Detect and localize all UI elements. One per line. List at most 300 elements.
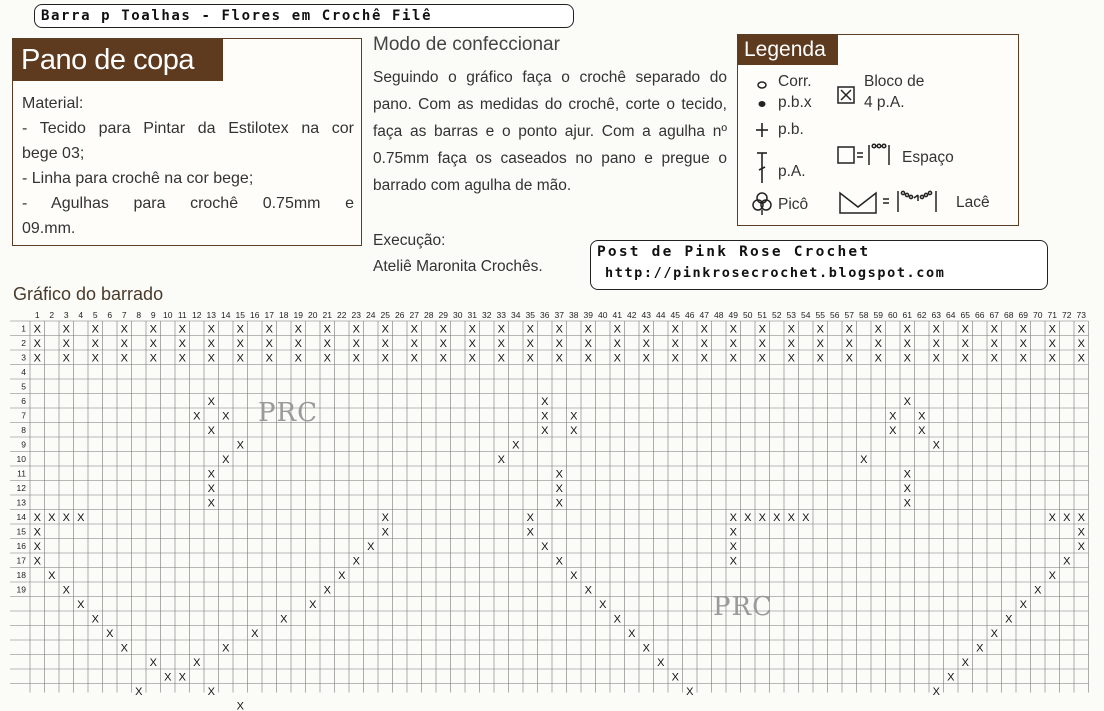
column-number: 43 bbox=[641, 310, 651, 320]
filled-block: X bbox=[874, 338, 882, 350]
filled-block: X bbox=[280, 613, 288, 626]
filled-block: X bbox=[120, 323, 128, 336]
filled-block: X bbox=[236, 700, 244, 711]
filled-block: X bbox=[903, 483, 911, 495]
filled-block: X bbox=[62, 338, 70, 350]
execution-value: Ateliê Maronita Crochês. bbox=[373, 258, 543, 275]
column-number: 14 bbox=[221, 310, 231, 320]
column-number: 70 bbox=[1033, 310, 1043, 320]
column-number: 5 bbox=[92, 310, 98, 320]
material-line: Material: bbox=[22, 95, 84, 112]
filled-block: X bbox=[381, 323, 389, 336]
credit-url[interactable]: http://pinkrosecrochet.blogspot.com bbox=[605, 265, 946, 281]
column-number: 36 bbox=[540, 310, 550, 320]
column-number: 52 bbox=[772, 310, 782, 320]
filled-block: X bbox=[889, 410, 897, 423]
filled-block: X bbox=[961, 657, 969, 669]
column-number: 63 bbox=[931, 310, 941, 320]
filled-block: X bbox=[526, 338, 534, 350]
column-number: 10 bbox=[163, 310, 173, 320]
filled-block: X bbox=[541, 541, 549, 553]
column-number: 35 bbox=[525, 310, 535, 320]
row-number: 6 bbox=[21, 396, 26, 406]
column-number: 38 bbox=[569, 310, 579, 320]
column-number: 12 bbox=[192, 310, 202, 320]
filled-block: X bbox=[555, 468, 563, 481]
filled-block: X bbox=[497, 352, 505, 365]
filled-block: X bbox=[1077, 512, 1085, 524]
filled-block: X bbox=[845, 352, 853, 365]
column-number: 13 bbox=[206, 310, 216, 320]
column-number: 34 bbox=[511, 310, 521, 320]
filled-block: X bbox=[584, 323, 592, 336]
column-number: 54 bbox=[801, 310, 811, 320]
filled-block: X bbox=[468, 338, 476, 350]
filled-block: X bbox=[120, 352, 128, 365]
filled-block: X bbox=[512, 439, 520, 452]
filled-block: X bbox=[381, 338, 389, 350]
row-number: 2 bbox=[21, 338, 26, 348]
filled-block: X bbox=[236, 439, 244, 452]
filled-block: X bbox=[903, 497, 911, 510]
filled-block: X bbox=[33, 352, 41, 365]
legend-label-double: p.A. bbox=[778, 163, 806, 180]
filled-block: X bbox=[932, 323, 940, 336]
picot-icon bbox=[753, 193, 771, 215]
filled-block: X bbox=[874, 352, 882, 365]
watermark: PRC bbox=[258, 398, 318, 428]
column-number: 8 bbox=[136, 310, 142, 320]
filled-block: X bbox=[570, 570, 578, 582]
filled-block: X bbox=[352, 352, 360, 365]
filled-block: X bbox=[62, 584, 70, 597]
filled-block: X bbox=[265, 323, 273, 336]
filled-block: X bbox=[541, 425, 549, 437]
column-number: 4 bbox=[78, 310, 84, 320]
filled-block: X bbox=[889, 425, 897, 437]
column-number: 15 bbox=[235, 310, 245, 320]
filled-block: X bbox=[410, 323, 418, 336]
filled-block: X bbox=[860, 454, 868, 466]
filled-block: X bbox=[1048, 352, 1056, 365]
filled-block: X bbox=[410, 338, 418, 350]
filled-block: X bbox=[1048, 323, 1056, 336]
filled-block: X bbox=[236, 323, 244, 336]
row-number: 13 bbox=[16, 497, 26, 508]
filled-block: X bbox=[802, 512, 810, 524]
column-number: 17 bbox=[264, 310, 274, 320]
material-line: - Tecido para Pintar da Estilotex na cor bbox=[22, 120, 354, 137]
column-number: 24 bbox=[366, 310, 376, 320]
column-number: 42 bbox=[627, 310, 637, 320]
filled-block: X bbox=[178, 338, 186, 350]
filled-block: X bbox=[555, 338, 563, 350]
filled-block: X bbox=[671, 671, 679, 684]
filled-block: X bbox=[932, 686, 940, 698]
filled-block: X bbox=[1077, 352, 1085, 365]
filled-block: X bbox=[526, 526, 534, 539]
material-title: Pano de copa bbox=[13, 39, 223, 81]
credit-line: Post de Pink Rose Crochet bbox=[597, 244, 871, 260]
filled-block: X bbox=[729, 512, 737, 524]
column-number: 29 bbox=[438, 310, 448, 320]
chart-title: Gráfico do barrado bbox=[13, 284, 164, 304]
filled-block: X bbox=[758, 338, 766, 350]
column-number: 60 bbox=[888, 310, 898, 320]
column-number: 72 bbox=[1062, 310, 1072, 320]
filled-block: X bbox=[990, 338, 998, 350]
filled-block: X bbox=[773, 512, 781, 524]
filled-block: X bbox=[787, 352, 795, 365]
filled-block: X bbox=[178, 352, 186, 365]
row-number: 10 bbox=[16, 454, 26, 464]
filled-block: X bbox=[33, 323, 41, 336]
filled-block: X bbox=[323, 323, 331, 336]
column-number: 50 bbox=[743, 310, 753, 320]
filled-block: X bbox=[555, 497, 563, 510]
filled-block: X bbox=[164, 671, 172, 684]
instructions-text: Seguindo o gráfico faça o crochê separado do pano. Com as medidas do crochê, corte o tecido, faça as barras e o ponto ajur. Com a agulha nº 0.75mm faça os caseados no pano e pregue o barrado com agulha de mão. bbox=[373, 69, 727, 194]
filled-block: X bbox=[990, 628, 998, 640]
row-number: 4 bbox=[21, 367, 26, 377]
row-number: 18 bbox=[16, 570, 26, 580]
filled-block: X bbox=[497, 454, 505, 466]
row-number: 3 bbox=[21, 352, 26, 363]
filled-block: X bbox=[207, 497, 215, 510]
filled-block: X bbox=[642, 352, 650, 365]
filled-block: X bbox=[77, 512, 85, 524]
filled-block: X bbox=[555, 352, 563, 365]
filled-block: X bbox=[48, 570, 56, 582]
filled-block: X bbox=[91, 613, 99, 626]
filled-block: X bbox=[657, 657, 665, 669]
filled-block: X bbox=[961, 338, 969, 350]
filled-block: X bbox=[1077, 338, 1085, 350]
filled-block: X bbox=[294, 352, 302, 365]
column-number: 40 bbox=[598, 310, 608, 320]
filled-block: X bbox=[120, 642, 128, 655]
filled-block: X bbox=[976, 642, 984, 655]
filled-block: X bbox=[526, 323, 534, 336]
column-number: 61 bbox=[902, 310, 912, 320]
filled-block: X bbox=[787, 338, 795, 350]
filled-block: X bbox=[323, 584, 331, 597]
filled-block: X bbox=[642, 323, 650, 336]
filled-block: X bbox=[671, 352, 679, 365]
filled-block: X bbox=[207, 686, 215, 698]
filled-block: X bbox=[584, 338, 592, 350]
legend-box bbox=[737, 34, 1019, 226]
filled-block: X bbox=[758, 512, 766, 524]
filled-block: X bbox=[1077, 541, 1085, 553]
filled-block: X bbox=[294, 323, 302, 336]
filled-block: X bbox=[729, 352, 737, 365]
filled-block: X bbox=[990, 323, 998, 336]
filled-block: X bbox=[1077, 323, 1085, 336]
filled-block: X bbox=[787, 323, 795, 336]
column-number: 20 bbox=[308, 310, 318, 320]
filled-block: X bbox=[758, 323, 766, 336]
slip-stitch-icon bbox=[759, 101, 766, 107]
filled-block: X bbox=[149, 338, 157, 350]
column-number: 59 bbox=[873, 310, 883, 320]
filled-block: X bbox=[816, 352, 824, 365]
column-number: 11 bbox=[177, 310, 187, 320]
filled-block: X bbox=[149, 657, 157, 669]
filled-block: X bbox=[671, 338, 679, 350]
column-number: 53 bbox=[786, 310, 796, 320]
filled-block: X bbox=[381, 352, 389, 365]
filled-block: X bbox=[1019, 323, 1027, 336]
column-number: 25 bbox=[380, 310, 390, 320]
filled-block: X bbox=[1034, 584, 1042, 597]
column-number: 51 bbox=[757, 310, 767, 320]
column-number: 67 bbox=[989, 310, 999, 320]
filled-block: X bbox=[439, 338, 447, 350]
filled-block: X bbox=[584, 352, 592, 365]
column-number: 66 bbox=[975, 310, 985, 320]
filled-block: X bbox=[222, 410, 230, 423]
row-number: 9 bbox=[21, 439, 26, 450]
filled-block: X bbox=[729, 526, 737, 539]
double-crochet-icon bbox=[757, 153, 767, 183]
filled-block: X bbox=[207, 425, 215, 437]
filled-block: X bbox=[686, 686, 694, 698]
column-number: 56 bbox=[830, 310, 840, 320]
row-number: 1 bbox=[21, 323, 26, 334]
legend-label-block-2: 4 p.A. bbox=[864, 94, 905, 111]
title-banner: Barra p Toalhas - Flores em Crochê Filê bbox=[34, 4, 574, 28]
column-number: 27 bbox=[409, 310, 419, 320]
filled-block: X bbox=[584, 584, 592, 597]
column-number: 47 bbox=[699, 310, 709, 320]
column-number: 31 bbox=[467, 310, 477, 320]
filled-block: X bbox=[193, 657, 201, 669]
filled-block: X bbox=[932, 352, 940, 365]
filled-block: X bbox=[671, 323, 679, 336]
filled-block: X bbox=[207, 323, 215, 336]
filled-block: X bbox=[1019, 338, 1027, 350]
column-number: 19 bbox=[293, 310, 303, 320]
column-number: 41 bbox=[612, 310, 622, 320]
column-number: 1 bbox=[34, 310, 40, 320]
filled-block: X bbox=[1005, 613, 1013, 626]
filled-block: X bbox=[1019, 599, 1027, 611]
column-number: 23 bbox=[351, 310, 361, 320]
filled-block: X bbox=[265, 352, 273, 365]
material-line: - Linha para crochê na cor bege; bbox=[22, 170, 254, 187]
filled-block: X bbox=[62, 352, 70, 365]
filled-block: X bbox=[367, 541, 375, 553]
filled-block: X bbox=[903, 468, 911, 481]
filled-block: X bbox=[149, 323, 157, 336]
single-crochet-icon bbox=[756, 123, 768, 137]
filled-block: X bbox=[33, 541, 41, 553]
filled-block: X bbox=[207, 352, 215, 365]
filled-block: X bbox=[1048, 512, 1056, 524]
filled-block: X bbox=[903, 352, 911, 365]
filled-block: X bbox=[352, 338, 360, 350]
row-number: 19 bbox=[16, 584, 26, 595]
filled-block: X bbox=[178, 323, 186, 336]
row-number: 12 bbox=[16, 483, 26, 493]
column-number: 32 bbox=[482, 310, 492, 320]
filled-block: X bbox=[381, 526, 389, 539]
row-number: 11 bbox=[17, 468, 26, 479]
filled-block: X bbox=[149, 352, 157, 365]
column-number: 44 bbox=[656, 310, 666, 320]
instructions-title: Modo de confeccionar bbox=[373, 34, 560, 55]
filled-block: X bbox=[918, 410, 926, 423]
filled-block: X bbox=[207, 396, 215, 408]
filled-block: X bbox=[1048, 338, 1056, 350]
filled-block: X bbox=[541, 410, 549, 423]
column-number: 37 bbox=[554, 310, 564, 320]
legend-label-block: Bloco de bbox=[864, 73, 925, 90]
row-number: 7 bbox=[21, 410, 26, 421]
filled-block: X bbox=[497, 338, 505, 350]
row-number: 14 bbox=[16, 512, 26, 522]
column-number: 45 bbox=[670, 310, 680, 320]
filled-block: X bbox=[932, 338, 940, 350]
filled-block: X bbox=[613, 323, 621, 336]
filled-block: X bbox=[947, 671, 955, 684]
filled-block: X bbox=[628, 628, 636, 640]
filled-block: X bbox=[309, 599, 317, 611]
filled-block: X bbox=[1063, 555, 1071, 568]
filled-block: X bbox=[700, 323, 708, 336]
watermark: PRC bbox=[713, 592, 773, 622]
filled-block: X bbox=[439, 323, 447, 336]
filled-block: X bbox=[932, 439, 940, 452]
filled-block: X bbox=[207, 338, 215, 350]
legend-label-single: p.b. bbox=[778, 121, 804, 138]
filled-block: X bbox=[541, 396, 549, 408]
filled-block: X bbox=[323, 352, 331, 365]
filled-block: X bbox=[729, 541, 737, 553]
filled-block: X bbox=[106, 628, 114, 640]
filled-block: X bbox=[33, 338, 41, 350]
filled-block: X bbox=[845, 323, 853, 336]
material-list bbox=[22, 91, 354, 241]
filled-block: X bbox=[744, 512, 752, 524]
legend-label-space: Espaço bbox=[902, 149, 954, 166]
filled-block: X bbox=[251, 628, 259, 640]
filled-block: X bbox=[555, 323, 563, 336]
filled-block: X bbox=[77, 599, 85, 611]
filled-block: X bbox=[91, 352, 99, 365]
material-line: bege 03; bbox=[22, 145, 85, 162]
material-box bbox=[12, 38, 362, 246]
legend-label-slip: p.b.x bbox=[778, 94, 812, 111]
filled-block: X bbox=[845, 338, 853, 350]
filled-block: X bbox=[570, 410, 578, 423]
filled-block: X bbox=[918, 425, 926, 437]
filled-block: X bbox=[613, 338, 621, 350]
filled-block: X bbox=[613, 613, 621, 626]
filled-block: X bbox=[526, 512, 534, 524]
filled-block: X bbox=[729, 555, 737, 568]
filled-block: X bbox=[700, 338, 708, 350]
column-number: 3 bbox=[63, 310, 69, 320]
filled-block: X bbox=[222, 454, 230, 466]
filled-block: X bbox=[193, 410, 201, 423]
filled-block: X bbox=[816, 323, 824, 336]
filled-block: X bbox=[700, 352, 708, 365]
filled-block: X bbox=[1019, 352, 1027, 365]
column-number: 9 bbox=[150, 310, 156, 320]
credit-box bbox=[590, 240, 1048, 290]
filled-block: X bbox=[990, 352, 998, 365]
filled-block: X bbox=[439, 352, 447, 365]
filled-block: X bbox=[961, 352, 969, 365]
filled-block: X bbox=[236, 352, 244, 365]
filled-block: X bbox=[642, 642, 650, 655]
filled-block: X bbox=[178, 671, 186, 684]
filled-block: X bbox=[570, 425, 578, 437]
legend-label-picot: Picô bbox=[778, 196, 809, 213]
column-number: 69 bbox=[1018, 310, 1028, 320]
column-number: 6 bbox=[107, 310, 113, 320]
column-number: 49 bbox=[728, 310, 738, 320]
row-number: 5 bbox=[21, 381, 26, 392]
filled-block: X bbox=[381, 512, 389, 524]
column-number: 65 bbox=[960, 310, 970, 320]
filled-block: X bbox=[91, 323, 99, 336]
material-line: - Agulhas para crochê 0.75mm e bbox=[22, 195, 354, 212]
filled-block: X bbox=[526, 352, 534, 365]
legend-label-lace: Lacê bbox=[956, 194, 990, 211]
filet-chart-grid bbox=[0, 308, 1104, 711]
filled-block: X bbox=[352, 555, 360, 568]
filled-block: X bbox=[787, 512, 795, 524]
column-number: 64 bbox=[946, 310, 956, 320]
lace-icon bbox=[840, 191, 936, 213]
column-number: 57 bbox=[844, 310, 854, 320]
column-number: 71 bbox=[1047, 310, 1057, 320]
legend-title: Legenda bbox=[738, 35, 838, 65]
filled-block: X bbox=[729, 323, 737, 336]
column-number: 16 bbox=[250, 310, 260, 320]
execution-label: Execução: bbox=[373, 232, 446, 249]
filled-block: X bbox=[33, 512, 41, 524]
material-line: 09.mm. bbox=[22, 220, 76, 237]
column-number: 68 bbox=[1004, 310, 1014, 320]
filled-block: X bbox=[599, 599, 607, 611]
filled-block: X bbox=[903, 396, 911, 408]
column-number: 55 bbox=[815, 310, 825, 320]
filled-block: X bbox=[555, 555, 563, 568]
row-number: 17 bbox=[16, 555, 26, 566]
filled-block: X bbox=[758, 352, 766, 365]
row-number: 15 bbox=[16, 526, 26, 537]
legend-label-chain: Corr. bbox=[778, 73, 812, 90]
filled-block: X bbox=[62, 323, 70, 336]
column-number: 62 bbox=[917, 310, 927, 320]
column-number: 2 bbox=[49, 310, 55, 320]
filled-block: X bbox=[236, 338, 244, 350]
space-icon bbox=[838, 144, 889, 165]
filled-block: X bbox=[48, 512, 56, 524]
filled-block: X bbox=[338, 570, 346, 582]
filled-block: X bbox=[1063, 512, 1071, 524]
column-number: 21 bbox=[322, 310, 332, 320]
filled-block: X bbox=[555, 483, 563, 495]
filled-block: X bbox=[468, 323, 476, 336]
column-number: 33 bbox=[496, 310, 506, 320]
filled-block: X bbox=[961, 323, 969, 336]
filled-block: X bbox=[903, 338, 911, 350]
